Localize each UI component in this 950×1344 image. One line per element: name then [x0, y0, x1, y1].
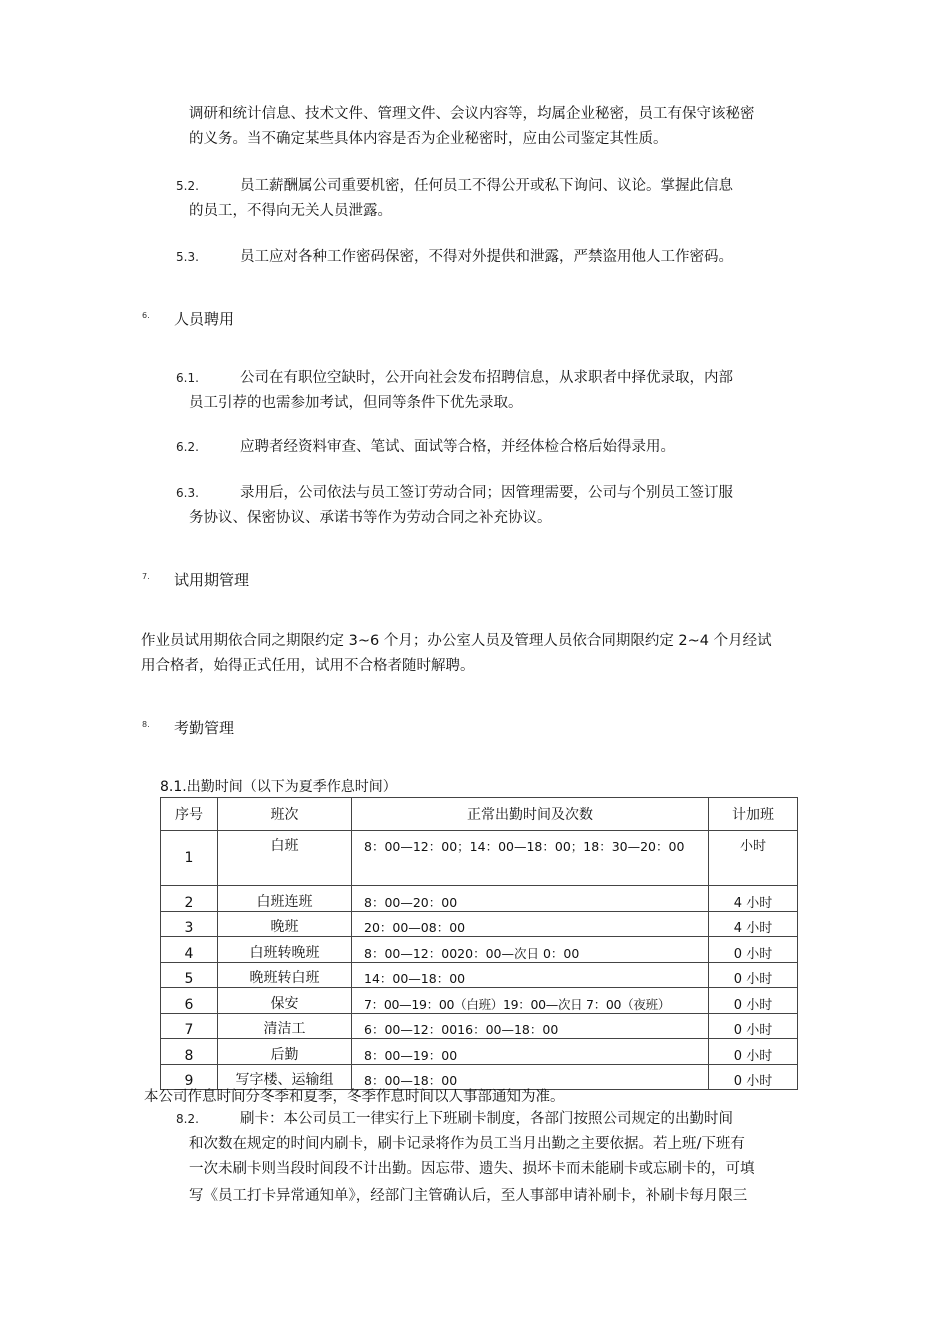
clause-text: 刷卡：本公司员工一律实行上下班刷卡制度，各部门按照公司规定的出勤时间 — [240, 1111, 733, 1127]
table-row — [161, 1013, 798, 1039]
cell-time: 6：00—12：0016：00—18：00 — [352, 1013, 709, 1039]
clause-text: 务协议、保密协议、承诺书等作为劳动合同之补充协议。 — [189, 510, 552, 526]
cell-shift: 保安 — [218, 988, 352, 1014]
table-row — [161, 937, 798, 963]
table-row — [161, 962, 798, 988]
cell-num: 7 — [161, 1013, 218, 1039]
cell-shift: 清洁工 — [218, 1013, 352, 1039]
cell-overtime: 0 小时 — [709, 937, 798, 963]
section-title: 考勤管理 — [174, 719, 235, 737]
cell-time: 20：00—08：00 — [352, 911, 709, 937]
cell-overtime: 4 小时 — [709, 886, 798, 912]
cell-num: 3 — [161, 911, 218, 937]
paragraph-line: 用合格者，始得正式任用，试用不合格者随时解聘。 — [141, 658, 475, 674]
cell-num: 1 — [161, 831, 218, 886]
section-number: 6. — [142, 311, 150, 320]
cell-overtime: 0 小时 — [709, 1064, 798, 1090]
cell-time: 7：00—19：00（白班）19：00—次日 7：00（夜班） — [352, 988, 709, 1014]
table-row — [161, 1039, 798, 1065]
clause-text: 员工引荐的也需参加考试，但同等条件下优先录取。 — [189, 395, 523, 411]
table-row — [161, 886, 798, 912]
cell-overtime: 0 小时 — [709, 1039, 798, 1065]
cell-time: 14：00—18：00 — [352, 962, 709, 988]
cell-shift: 晚班 — [218, 911, 352, 937]
table-row — [161, 831, 798, 886]
cell-overtime: 0 小时 — [709, 988, 798, 1014]
table-header-row — [161, 798, 798, 831]
table-row — [161, 988, 798, 1014]
paragraph-line: 调研和统计信息、技术文件、管理文件、会议内容等，均属企业秘密，员工有保守该秘密 — [189, 106, 755, 122]
section-title: 人员聘用 — [174, 310, 235, 328]
paragraph-line: 的义务。当不确定某些具体内容是否为企业秘密时，应由公司鉴定其性质。 — [189, 131, 668, 147]
table-row — [161, 1064, 798, 1090]
header-shift: 班次 — [218, 798, 352, 831]
clause-text: 公司在有职位空缺时，公开向社会发布招聘信息，从求职者中择优录取，内部 — [240, 370, 733, 386]
cell-shift: 写字楼、运输组 — [218, 1064, 352, 1090]
header-num: 序号 — [161, 798, 218, 831]
clause-number: 8.2. — [176, 1112, 199, 1126]
cell-shift: 后勤 — [218, 1039, 352, 1065]
cell-time: 8：00—19：00 — [352, 1039, 709, 1065]
cell-overtime: 0 小时 — [709, 962, 798, 988]
cell-shift: 白班 — [218, 831, 352, 886]
cell-time: 8：00—20：00 — [352, 886, 709, 912]
header-overtime: 计加班 — [709, 798, 798, 831]
table-caption: 8.1.出勤时间（以下为夏季作息时间） — [160, 779, 397, 795]
section-number: 8. — [142, 720, 150, 729]
clause-text: 和次数在规定的时间内刷卡，刷卡记录将作为员工当月出勤之主要依据。若上班/下班有 — [189, 1136, 745, 1152]
clause-number: 6.1. — [176, 371, 199, 385]
cell-num: 6 — [161, 988, 218, 1014]
clause-text: 写《员工打卡异常通知单》，经部门主管确认后，至人事部申请补刷卡，补刷卡每月限三 — [189, 1188, 748, 1204]
cell-time: 8：00—12：00；14：00—18：00；18：30—20：00 — [352, 831, 709, 886]
cell-num: 5 — [161, 962, 218, 988]
clause-number: 5.2. — [176, 179, 199, 193]
cell-overtime: 4 小时 — [709, 911, 798, 937]
cell-num: 8 — [161, 1039, 218, 1065]
cell-time: 8：00—18：00 — [352, 1064, 709, 1090]
section-title: 试用期管理 — [174, 571, 250, 589]
cell-shift: 白班连班 — [218, 886, 352, 912]
cell-overtime: 0 小时 — [709, 1013, 798, 1039]
cell-num: 2 — [161, 886, 218, 912]
paragraph-line: 作业员试用期依合同之期限约定 3~6 个月；办公室人员及管理人员依合同期限约定 2~4 个月经试 — [141, 633, 772, 649]
clause-number: 6.3. — [176, 486, 199, 500]
clause-text: 员工应对各种工作密码保密，不得对外提供和泄露，严禁盗用他人工作密码。 — [240, 249, 733, 265]
cell-shift: 晚班转白班 — [218, 962, 352, 988]
cell-num: 9 — [161, 1064, 218, 1090]
clause-number: 6.2. — [176, 440, 199, 454]
cell-shift: 白班转晚班 — [218, 937, 352, 963]
clause-text: 应聘者经资料审查、笔试、面试等合格，并经体检合格后始得录用。 — [240, 439, 675, 455]
table-row — [161, 911, 798, 937]
attendance-table — [160, 797, 798, 1090]
clause-number: 5.3. — [176, 250, 199, 264]
cell-overtime: 小时 — [709, 831, 798, 886]
header-time: 正常出勤时间及次数 — [352, 798, 709, 831]
clause-text: 的员工，不得向无关人员泄露。 — [189, 203, 392, 219]
clause-text: 一次未刷卡则当段时间段不计出勤。因忘带、遗失、损坏卡而未能刷卡或忘刷卡的，可填 — [189, 1161, 755, 1177]
cell-time: 8：00—12：0020：00—次日 0：00 — [352, 937, 709, 963]
cell-num: 4 — [161, 937, 218, 963]
table-note: 本公司作息时间分冬季和夏季，冬季作息时间以人事部通知为准。 — [144, 1089, 565, 1105]
clause-text: 录用后，公司依法与员工签订劳动合同；因管理需要，公司与个别员工签订服 — [240, 485, 733, 501]
clause-text: 员工薪酬属公司重要机密，任何员工不得公开或私下询问、议论。掌握此信息 — [240, 178, 733, 194]
section-number: 7. — [142, 572, 150, 581]
